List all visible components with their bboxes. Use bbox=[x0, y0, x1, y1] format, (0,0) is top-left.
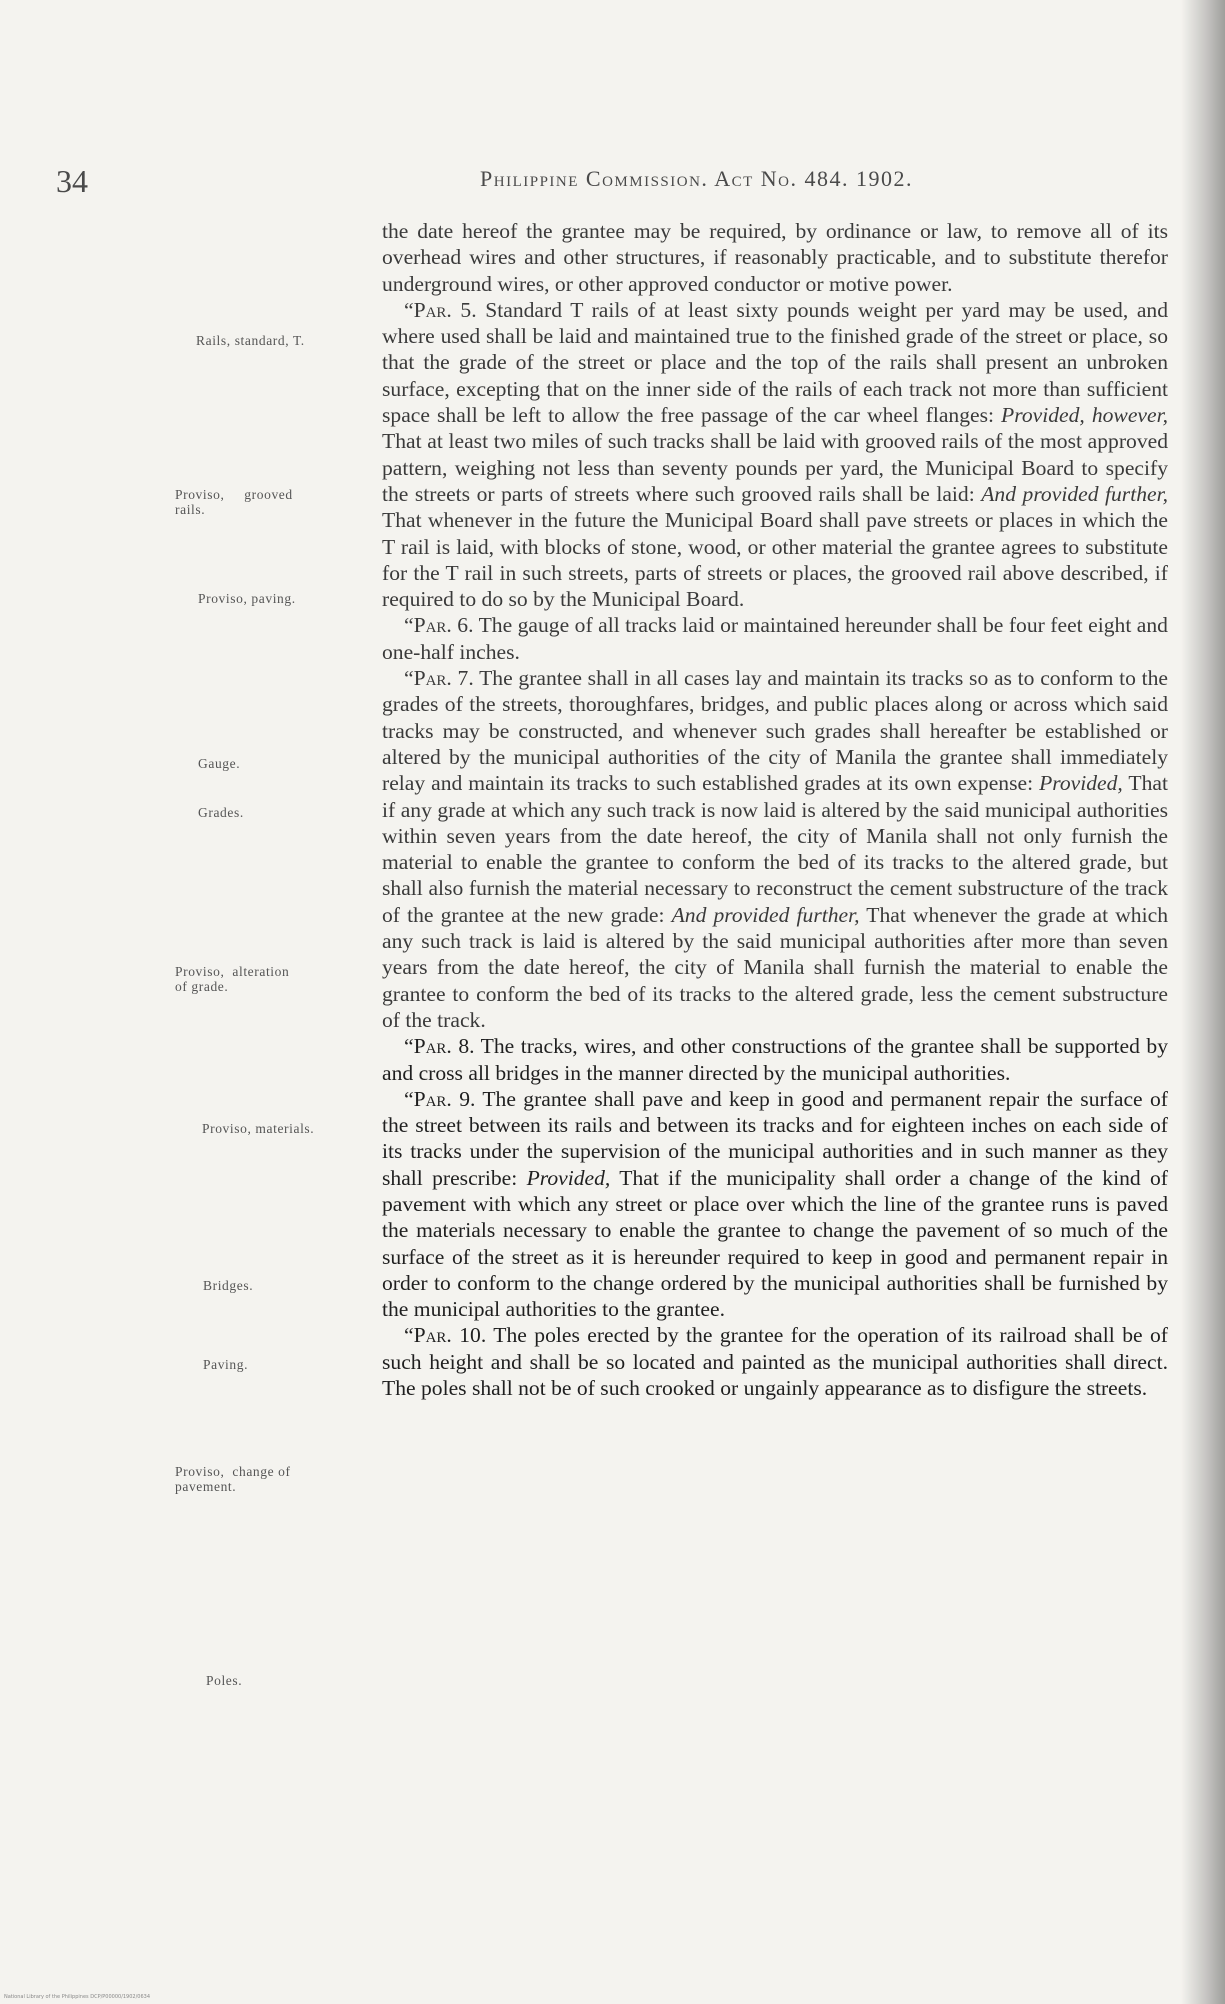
par-5-proviso-2: And provided further, bbox=[981, 481, 1169, 506]
margin-note-proviso-materials: Proviso, materials. bbox=[202, 1121, 315, 1136]
par-6-text: The gauge of all tracks laid or maintained hereunder shall be four feet eight and one-half inches. bbox=[382, 613, 1168, 664]
par-7-text-3: That whenever the grade at which any such track is laid is altered by the said municipal authorities after more than seven years from the date hereof, the city of Manila shall furnish the material to enable the grantee to conform the bed of its tracks to the altered grade, less the cement substructure of the track. bbox=[382, 902, 1168, 1032]
par-7-label: “Par. 7. bbox=[404, 666, 474, 691]
par-10-text: The poles erected by the grantee for the operation of its railroad shall be of such height and shall be so located and painted as the municipal authorities shall direct. The poles shall not be of such crooked or ungainly appearance as to disfigure the streets. bbox=[382, 1323, 1168, 1401]
running-header: Philippine Commission. Act No. 484. 1902. bbox=[480, 166, 913, 191]
par-7-proviso-1: Provided, bbox=[1039, 771, 1123, 796]
paragraph-10 bbox=[382, 1322, 1168, 1401]
binding-shadow bbox=[1181, 0, 1225, 2004]
par-9-label: “Par. 9. bbox=[404, 1086, 476, 1111]
par-5-text-1: Standard T rails of at least sixty pounds weight per yard may be used, and where used shall be laid and maintained true to the finished grade of the street or place, so that the grade of the street or place and the top of the rails shall present an unbroken surface, excepting that on the inner side of the rails of each track not more than sufficient space shall be left to allow the free passage of the car wheel flanges: bbox=[382, 297, 1168, 428]
paragraph-5 bbox=[382, 297, 1168, 613]
par-8-label: “Par. 8. bbox=[404, 1034, 475, 1059]
par-9-text-1: The grantee shall pave and keep in good and permanent repair the surface of the street between its rails and between its tracks and for eighteen inches on each side of its tracks under the supervision of the municipal authorities and in such manner as they shall prescribe: bbox=[382, 1086, 1168, 1190]
par-8-text: The tracks, wires, and other constructions of the grantee shall be supported by and cross all bridges in the manner directed by the municipal authorities. bbox=[382, 1034, 1168, 1085]
par-5-proviso-1: Provided, however, bbox=[1001, 403, 1169, 428]
margin-note-gauge: Gauge. bbox=[198, 756, 241, 771]
continuation-paragraph: the date hereof the grantee may be required, by ordinance or law, to remove all of its overhead wires and other structures, if reasonably practicable, and to substitute therefor underground wires, or other approved conductor or motive power. bbox=[382, 219, 1168, 296]
margin-note-bridges: Bridges. bbox=[203, 1278, 254, 1293]
scan-footer-mark: National Library of the Philippines DCP/P00000/1902/0634 bbox=[4, 1994, 151, 2000]
margin-note-proviso-change-of-pavement: Proviso, change of pavement. bbox=[175, 1464, 291, 1494]
par-7-text-2: That if any grade at which any such track is now laid is altered by the said municipal authorities within seven years from the date hereof, the city of Manila shall not only furnish the material to enable the grantee to conform the bed of its tracks to the altered grade, but shall also furnish the material necessary to reconstruct the cement substructure of the track of the grantee at the new grade: bbox=[382, 771, 1168, 927]
par-5-text-3: That whenever in the future the Municipal Board shall pave streets or places in which the T rail is laid, with blocks of stone, wood, or other material the grantee agrees to substitute for the T rail in such streets, parts of streets or places, the grooved rail above described, if required to do so by the Municipal Board. bbox=[382, 508, 1168, 612]
margin-note-grades: Grades. bbox=[198, 805, 244, 820]
par-5-label: “Par. 5. bbox=[404, 297, 477, 322]
par-9-text-2: That if the municipality shall order a change of the kind of pavement with which any street or place over which the line of the grantee runs is paved the materials necessary to enable the grantee to change the pavement of so much of the surface of the street as it is hereunder required to keep in good and permanent repair in order to conform to the change ordered by the municipal authorities shall be furnished by the municipal authorities to the grantee. bbox=[382, 1165, 1168, 1322]
margin-note-poles: Poles. bbox=[206, 1673, 243, 1688]
par-6-label: “Par. 6. bbox=[404, 613, 474, 638]
paragraph-8 bbox=[382, 1033, 1168, 1086]
margin-note-rails-standard: Rails, standard, T. bbox=[196, 333, 305, 348]
paragraph-9 bbox=[382, 1086, 1168, 1323]
margin-note-proviso-alteration: Proviso, alteration of grade. bbox=[175, 964, 290, 994]
par-7-text-1: The grantee shall in all cases lay and maintain its tracks so as to conform to the grades of the streets, thoroughfares, bridges, and public places along or across which said tracks may be constructed, and whenever such grades shall hereafter be established or altered by the municipal authorities of the city of Manila the grantee shall immediately relay and maintain its tracks to such established grades at its own expense: bbox=[382, 666, 1168, 796]
page-number: 34 bbox=[56, 163, 88, 199]
act-body-text bbox=[382, 218, 1168, 1401]
par-10-label: “Par. 10. bbox=[404, 1323, 487, 1348]
margin-note-proviso-grooved-rails: Proviso, grooved rails. bbox=[175, 487, 293, 517]
paragraph-6 bbox=[382, 612, 1168, 665]
paragraph-7 bbox=[382, 665, 1168, 1033]
par-5-text-2: That at least two miles of such tracks shall be laid with grooved rails of the most approved pattern, weighing not less than seventy pounds per yard, the Municipal Board to specify the streets or parts of streets where such grooved rails shall be laid: bbox=[382, 429, 1168, 506]
margin-note-proviso-paving: Proviso, paving. bbox=[198, 591, 296, 606]
margin-note-paving: Paving. bbox=[203, 1357, 249, 1372]
par-7-proviso-2: And provided further, bbox=[671, 902, 860, 927]
par-9-proviso-1: Provided, bbox=[526, 1165, 611, 1190]
